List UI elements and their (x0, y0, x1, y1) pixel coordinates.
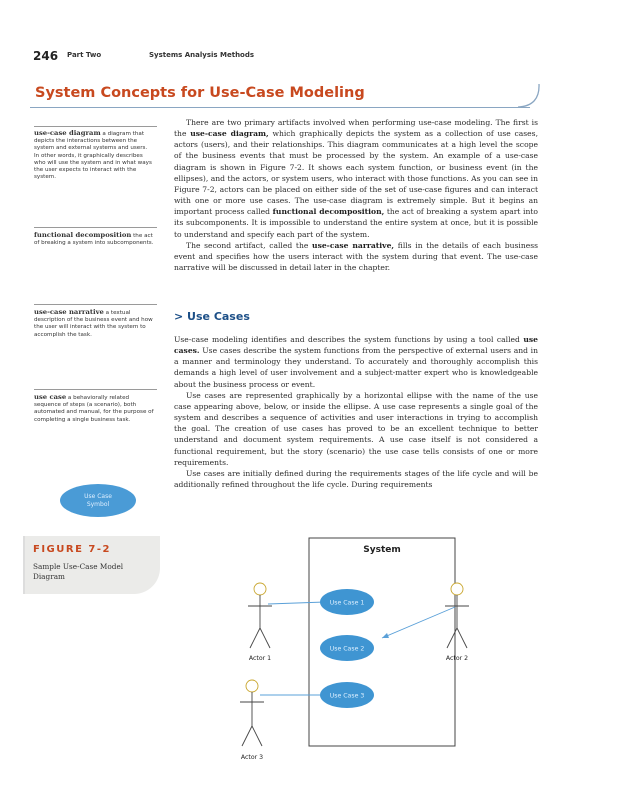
text-run: The second artifact, called the (186, 240, 313, 250)
intro-paragraph-1 (174, 117, 538, 240)
text-run: There are two primary artifacts involved when performing use-case modeling. The first is the (174, 118, 538, 139)
use-cases-paragraph-1 (174, 334, 538, 390)
intro-paragraph-2 (174, 240, 538, 273)
use-cases-paragraph-2: Use cases are represented graphically by a horizontal ellipse with the name of the use case appearing above, below, or inside the ellipse. A use case represents a single goal of the system and describes a sequence of activities and user interactions in trying to accomplish the goal. The creation of use cases has proved to be an excellent technique to better understand and document system requirements. A use case itself is not considered a functional requirement, but the story (scenario) the use case tells consists of one or more requirements. (174, 390, 538, 467)
use-cases-paragraph-3: Use cases are initially defined during the requirements stages of the life cycle and will be additionally refined throughout the life cycle. During requirements (174, 468, 538, 490)
glossary-term: use case (34, 393, 67, 401)
glossary-term: use-case narrative (34, 308, 104, 316)
glossary-rule-2 (34, 227, 157, 228)
text-run: Use-case modeling identifies and describes the system functions by using a tool called (174, 335, 524, 344)
page-number: 246 (33, 49, 59, 63)
use-case-diagram (225, 530, 525, 792)
actor-1-figure (248, 583, 272, 648)
use-case-symbol (60, 484, 136, 517)
use-case-1-label: Use Case 1 (329, 599, 365, 607)
text-run: fills in the details of each business event and specifies how the users interact with the system during that event. The use-case narrative will be discussed in detail later in the chapter. (174, 240, 539, 273)
glossary-use-case-diagram (34, 130, 154, 181)
text-run: the act of breaking a system apart into its subcomponents. It is impossible to understand the entire system at once, but it is possible to understand and specify each part of the system. (174, 207, 538, 239)
actor-2-label: Actor 2 (445, 655, 469, 662)
glossary-rule-3 (34, 304, 157, 305)
glossary-definition: a behaviorally related sequence of steps (a scenario), both automated and manual, for the purpose of completing a single business task. (34, 395, 154, 423)
bold-term: use-case diagram, (190, 129, 269, 139)
actor-3-figure (240, 680, 264, 746)
bold-term: functional decomposition, (272, 207, 385, 217)
bold-term: use cases. (174, 335, 538, 356)
figure-number: FIGURE 7-2 (33, 544, 111, 555)
intro-body (174, 117, 538, 273)
actor-1-label: Actor 1 (248, 655, 272, 662)
section-label: Systems Analysis Methods (149, 51, 255, 59)
use-cases-heading: > Use Cases (174, 310, 250, 323)
glossary-rule-4 (34, 389, 157, 390)
system-label: System (363, 545, 401, 555)
symbol-line-2: Symbol (86, 500, 110, 508)
use-cases-body (174, 334, 538, 490)
glossary-functional-decomposition (34, 232, 154, 247)
section-title: System Concepts for Use-Case Modeling (35, 85, 365, 101)
actor-3-label: Actor 3 (240, 754, 264, 761)
title-swoosh (518, 84, 542, 110)
glossary-rule-1 (34, 126, 157, 127)
glossary-term: use-case diagram (34, 129, 101, 137)
glossary-use-case (34, 394, 154, 424)
use-case-3-label: Use Case 3 (329, 692, 365, 700)
symbol-line-1: Use Case (84, 493, 112, 500)
figure-caption: Sample Use-Case Model Diagram (33, 562, 124, 581)
glossary-definition: the act of breaking a system into subcomponents. (34, 233, 154, 247)
glossary-definition: a diagram that depicts the interactions between the system and external systems and users. In other words, it graphically describes who will use the system and in what ways the user expects to interact with the system. (34, 131, 152, 181)
part-label: Part Two (67, 51, 102, 59)
glossary-definition: a textual description of the business event and how the user will interact with the system to accomplish the task. (34, 310, 153, 338)
glossary-use-case-narrative (34, 309, 154, 339)
bold-term: use-case narrative, (312, 240, 395, 250)
title-rule (30, 107, 530, 108)
use-case-2-label: Use Case 2 (329, 645, 365, 653)
text-run: Use cases describe the system functions from the perspective of external users and in a manner and terminology they understand. To accurately and thoroughly accomplish this demands a high level of user involvement and a subject-matter expert who is knowledgeable about the business process or event. (174, 346, 538, 389)
glossary-term: functional decomposition (34, 231, 132, 239)
text-run: which graphically depicts the system as a collection of use cases, actors (users), and their relationships. This diagram communicates at a high level the scope of the business events that must be processed by the system. An example of a use-case diagram is shown in Figure 7-2. It shows each system function, or business event (in the ellipses), and the actors, or system users, who interact with those functions. As you can see in Figure 7-2, actors can be placed on either side of the set of use-case figures and can interact with one or more use cases. The use-case diagram is extremely simple. But it begins an important process called (174, 129, 538, 217)
